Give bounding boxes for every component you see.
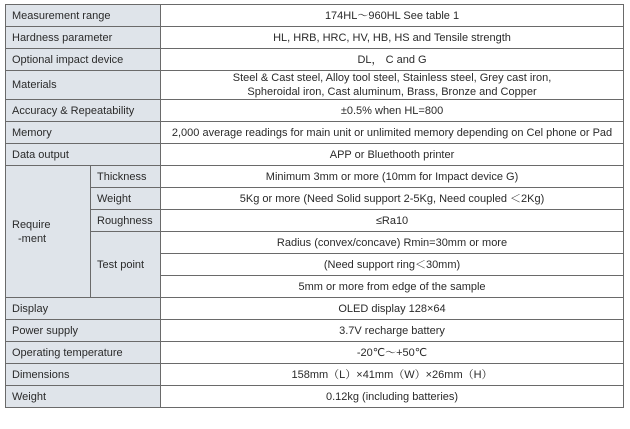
memory-label: Memory (6, 122, 161, 144)
weight-value: 0.12kg (including batteries) (161, 386, 624, 408)
measurement-range-label: Measurement range (6, 5, 161, 27)
impact-device-value: DL， C and G (161, 49, 624, 71)
display-label: Display (6, 298, 161, 320)
table-row-requirement-weight (6, 188, 624, 210)
test-point-label: Test point (91, 232, 161, 298)
table-row-display (6, 298, 624, 320)
table-row-measurement-range (6, 5, 624, 27)
requirement-label-line-1: Require (12, 218, 51, 231)
table-row-test-point-1 (6, 232, 624, 254)
test-point-value-2: (Need support ring＜30mm) (161, 254, 624, 276)
roughness-value: ≤Ra10 (161, 210, 624, 232)
operating-temperature-value: -20℃～+50℃ (161, 342, 624, 364)
power-supply-label: Power supply (6, 320, 161, 342)
table-row-operating-temperature (6, 342, 624, 364)
materials-line-1: Steel & Cast steel, Alloy tool steel, Stainless steel, Grey cast iron, (232, 72, 552, 84)
hardness-parameter-label: Hardness parameter (6, 27, 161, 49)
table-row-weight (6, 386, 624, 408)
table-row-dimensions (6, 364, 624, 386)
table-row-materials (6, 71, 624, 100)
data-output-value: APP or Bluethooth printer (161, 144, 624, 166)
accuracy-value: ±0.5% when HL=800 (161, 100, 624, 122)
materials-label: Materials (6, 71, 161, 100)
display-value: OLED display 128×64 (161, 298, 624, 320)
materials-line-2: Spheroidal iron, Cast aluminum, Brass, Bronze and Copper (247, 86, 537, 98)
accuracy-label: Accuracy & Repeatability (6, 100, 161, 122)
hardness-parameter-value: HL, HRB, HRC, HV, HB, HS and Tensile strength (161, 27, 624, 49)
dimensions-value: 158mm（L）×41mm（W）×26mm（H） (161, 364, 624, 386)
table-row-roughness (6, 210, 624, 232)
test-point-value-1: Radius (convex/concave) Rmin=30mm or more (161, 232, 624, 254)
table-row-data-output (6, 144, 624, 166)
dimensions-label: Dimensions (6, 364, 161, 386)
power-supply-value: 3.7V recharge battery (161, 320, 624, 342)
data-output-label: Data output (6, 144, 161, 166)
requirement-label-line-2: -ment (18, 232, 47, 245)
roughness-label: Roughness (91, 210, 161, 232)
table-row-accuracy (6, 100, 624, 122)
measurement-range-value: 174HL～960HL See table 1 (161, 5, 624, 27)
table-row-thickness (6, 166, 624, 188)
materials-value (161, 71, 624, 100)
thickness-value: Minimum 3mm or more (10mm for Impact device G) (161, 166, 624, 188)
thickness-label: Thickness (91, 166, 161, 188)
memory-value: 2,000 average readings for main unit or unlimited memory depending on Cel phone or Pad (161, 122, 624, 144)
requirement-label (6, 166, 91, 298)
table-row-power-supply (6, 320, 624, 342)
operating-temperature-label: Operating temperature (6, 342, 161, 364)
test-point-value-3: 5mm or more from edge of the sample (161, 276, 624, 298)
weight-label: Weight (6, 386, 161, 408)
table-row-memory (6, 122, 624, 144)
requirement-weight-value: 5Kg or more (Need Solid support 2-5Kg, Need coupled ＜2Kg) (161, 188, 624, 210)
requirement-weight-label: Weight (91, 188, 161, 210)
specification-table (5, 4, 624, 408)
impact-device-label: Optional impact device (6, 49, 161, 71)
table-row-impact-device (6, 49, 624, 71)
table-row-hardness-parameter (6, 27, 624, 49)
